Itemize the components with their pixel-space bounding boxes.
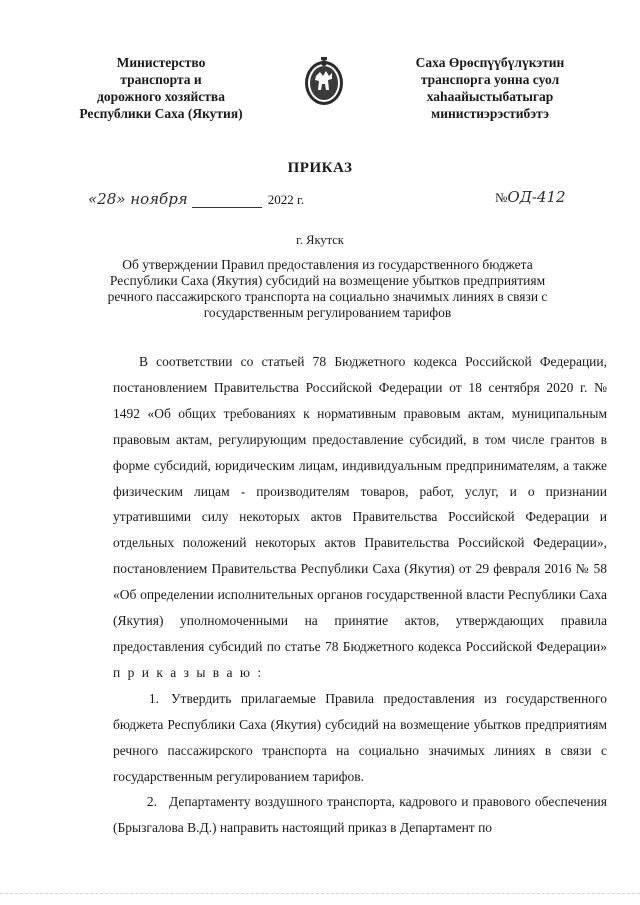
number-prefix: №: [495, 190, 508, 205]
item-text: Департаменту воздушного транспорта, кадрового и правового обеспечения (Брызгалова В.Д.) направить настоящий приказ в Департамент по: [113, 794, 607, 836]
order-item: [113, 686, 607, 790]
heading-line: Республики Саха (Якутия) субсидий на возмещение убытков предприятиям: [109, 273, 546, 288]
preamble-paragraph: [113, 349, 607, 686]
ministry-name-line: Саха Өрөспүүбүлүкэтин: [415, 55, 565, 70]
ministry-name-line: дорожного хозяйства: [97, 89, 225, 104]
ministry-name-line: Республики Саха (Якутия): [79, 106, 243, 121]
ministry-name-line: транспорга уонна суол: [420, 72, 560, 87]
date-underline: [192, 192, 262, 208]
city-line: г. Якутск: [296, 233, 344, 247]
item-number: 1.: [148, 690, 159, 706]
ministry-name-russian: [60, 54, 262, 122]
order-word: п р и к а з ы в а ю :: [113, 664, 264, 680]
coat-of-arms-emblem: [302, 54, 346, 108]
order-heading: [95, 257, 560, 321]
handwritten-number: ОД-412: [507, 188, 566, 206]
ministry-name-line: хаһаайыстыбатыгар: [426, 89, 554, 104]
heading-line: речного пассажирского транспорта на социально значимых линиях в связи с: [107, 289, 548, 304]
document-title: ПРИКАЗ: [287, 160, 353, 176]
ministry-name-line: транспорта и: [120, 72, 202, 87]
order-number: [495, 188, 566, 206]
date-year: 2022 г.: [267, 192, 305, 207]
ministry-name-line: министиэрэстибэтэ: [431, 106, 549, 121]
item-text: Утвердить прилагаемые Правила предоставления из государственного бюджета Республики Саха (Якутия) субсидий на возмещение убытков предприятиям речного пассажирского транспорта на социально значимых линиях в связи с государственным регулированием тарифов.: [113, 690, 607, 784]
document-body: [113, 349, 607, 841]
item-number: 2.: [146, 794, 157, 810]
handwritten-date: «28» ноября: [88, 190, 188, 208]
preamble-text: В соответствии со статьей 78 Бюджетного кодекса Российской Федерации, постановлением Правительства Российской Федерации от 18 сентября 2020 г. № 1492 «Об общих требованиях к нормативным правовым актам, муниципальным правовым актам, регулирующим предоставление субсидий, в том числе грантов в форме субсидий, юридическим лицам, индивидуальным предпринимателям, а также физическим лицам - производителям товаров, работ, услуг, и о признании утратившими силу некоторых актов Правительства Российской Федерации и отдельных положений некоторых актов Правительства Российской Федерации», постановлением Правительства Республики Саха (Якутия) от 29 февраля 2016 № 58 «Об определении исполнительных органов государственной власти Республики Саха (Якутия) уполномоченными на принятие актов, утверждающих правила предоставления субсидий по статье 78 Бюджетного кодекса Российской Федерации»: [113, 354, 607, 654]
ministry-name-yakut: [385, 54, 595, 122]
order-item: [113, 789, 607, 841]
order-date: [88, 190, 304, 208]
heading-line: Об утверждении Правил предоставления из государственного бюджета: [122, 257, 533, 272]
ministry-name-line: Министерство: [116, 55, 206, 70]
heading-line: государственным регулированием тарифов: [203, 305, 452, 320]
